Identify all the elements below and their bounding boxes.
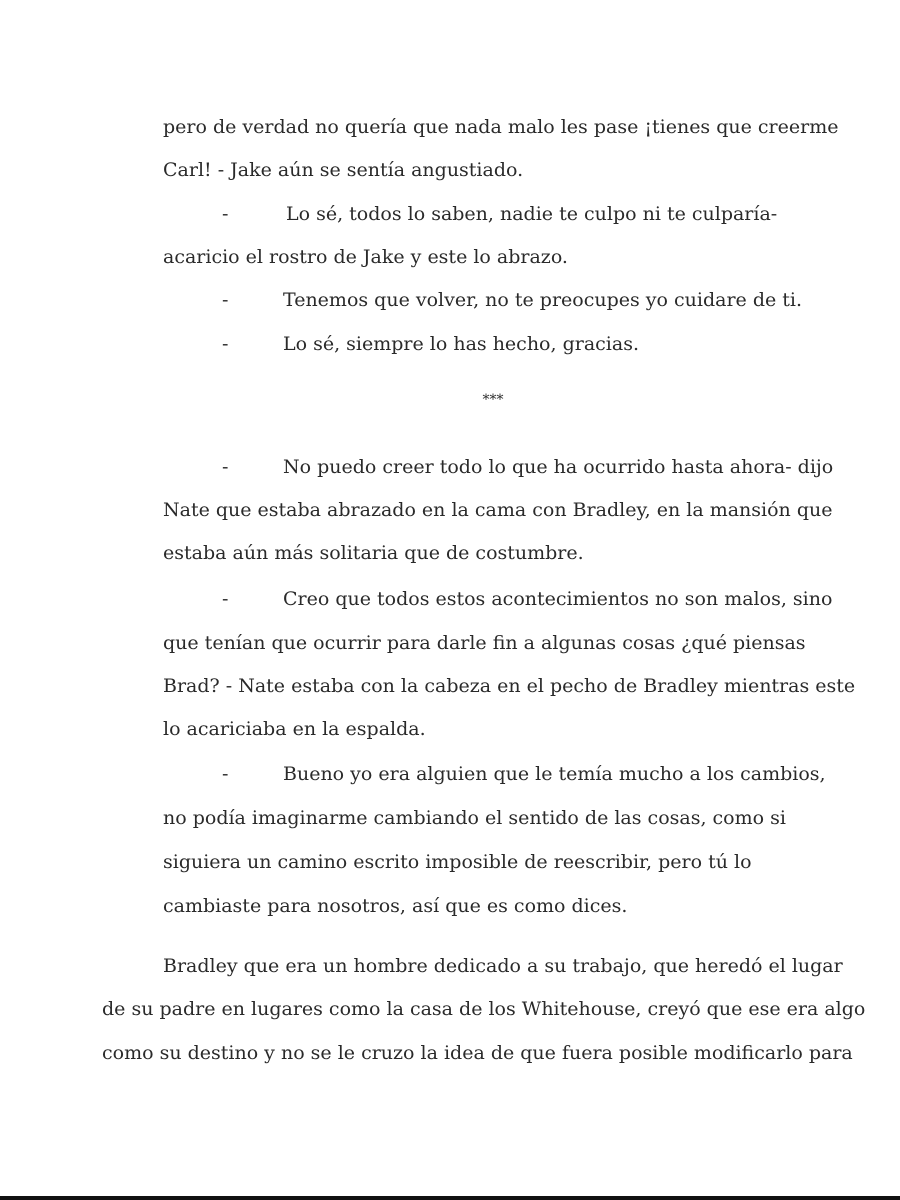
text-line: Carl! - Jake aún se sentía angustiado. bbox=[163, 159, 524, 181]
dialogue-dash: - bbox=[222, 289, 229, 311]
text-line: que tenían que ocurrir para darle fin a algunas cosas ¿qué piensas bbox=[163, 632, 806, 654]
text-line: Tenemos que volver, no te preocupes yo cuidare de ti. bbox=[283, 289, 803, 311]
text-line: estaba aún más solitaria que de costumbre. bbox=[163, 542, 584, 564]
text-line: acaricio el rostro de Jake y este lo abrazo. bbox=[163, 246, 568, 268]
text-line: Brad? - Nate estaba con la cabeza en el pecho de Bradley mientras este bbox=[163, 675, 856, 697]
section-separator: *** bbox=[482, 392, 504, 408]
dialogue-dash: - bbox=[222, 588, 229, 610]
text-line: de su padre en lugares como la casa de los Whitehouse, creyó que ese era algo bbox=[102, 998, 866, 1020]
text-line: No puedo creer todo lo que ha ocurrido hasta ahora- dijo bbox=[283, 456, 834, 478]
text-line: Lo sé, siempre lo has hecho, gracias. bbox=[283, 333, 639, 355]
text-line: cambiaste para nosotros, así que es como dices. bbox=[163, 895, 628, 917]
dialogue-dash: - bbox=[222, 456, 229, 478]
text-line: pero de verdad no quería que nada malo les pase ¡tienes que creerme bbox=[163, 116, 839, 138]
text-line: siguiera un camino escrito imposible de reescribir, pero tú lo bbox=[163, 851, 752, 873]
text-line: Nate que estaba abrazado en la cama con Bradley, en la mansión que bbox=[163, 499, 833, 521]
text-line: lo acariciaba en la espalda. bbox=[163, 718, 426, 740]
text-line: Creo que todos estos acontecimientos no son malos, sino bbox=[283, 588, 833, 610]
dialogue-dash: - bbox=[222, 333, 229, 355]
page-bottom-border bbox=[0, 1196, 900, 1200]
dialogue-dash: - bbox=[222, 203, 229, 225]
text-line: no podía imaginarme cambiando el sentido de las cosas, como si bbox=[163, 807, 786, 829]
text-line: Lo sé, todos lo saben, nadie te culpo ni te culparía- bbox=[286, 203, 778, 225]
text-line: Bueno yo era alguien que le temía mucho a los cambios, bbox=[283, 763, 826, 785]
text-line: como su destino y no se le cruzo la idea de que fuera posible modificarlo para bbox=[102, 1042, 853, 1064]
text-line: Bradley que era un hombre dedicado a su trabajo, que heredó el lugar bbox=[163, 955, 843, 977]
dialogue-dash: - bbox=[222, 763, 229, 785]
